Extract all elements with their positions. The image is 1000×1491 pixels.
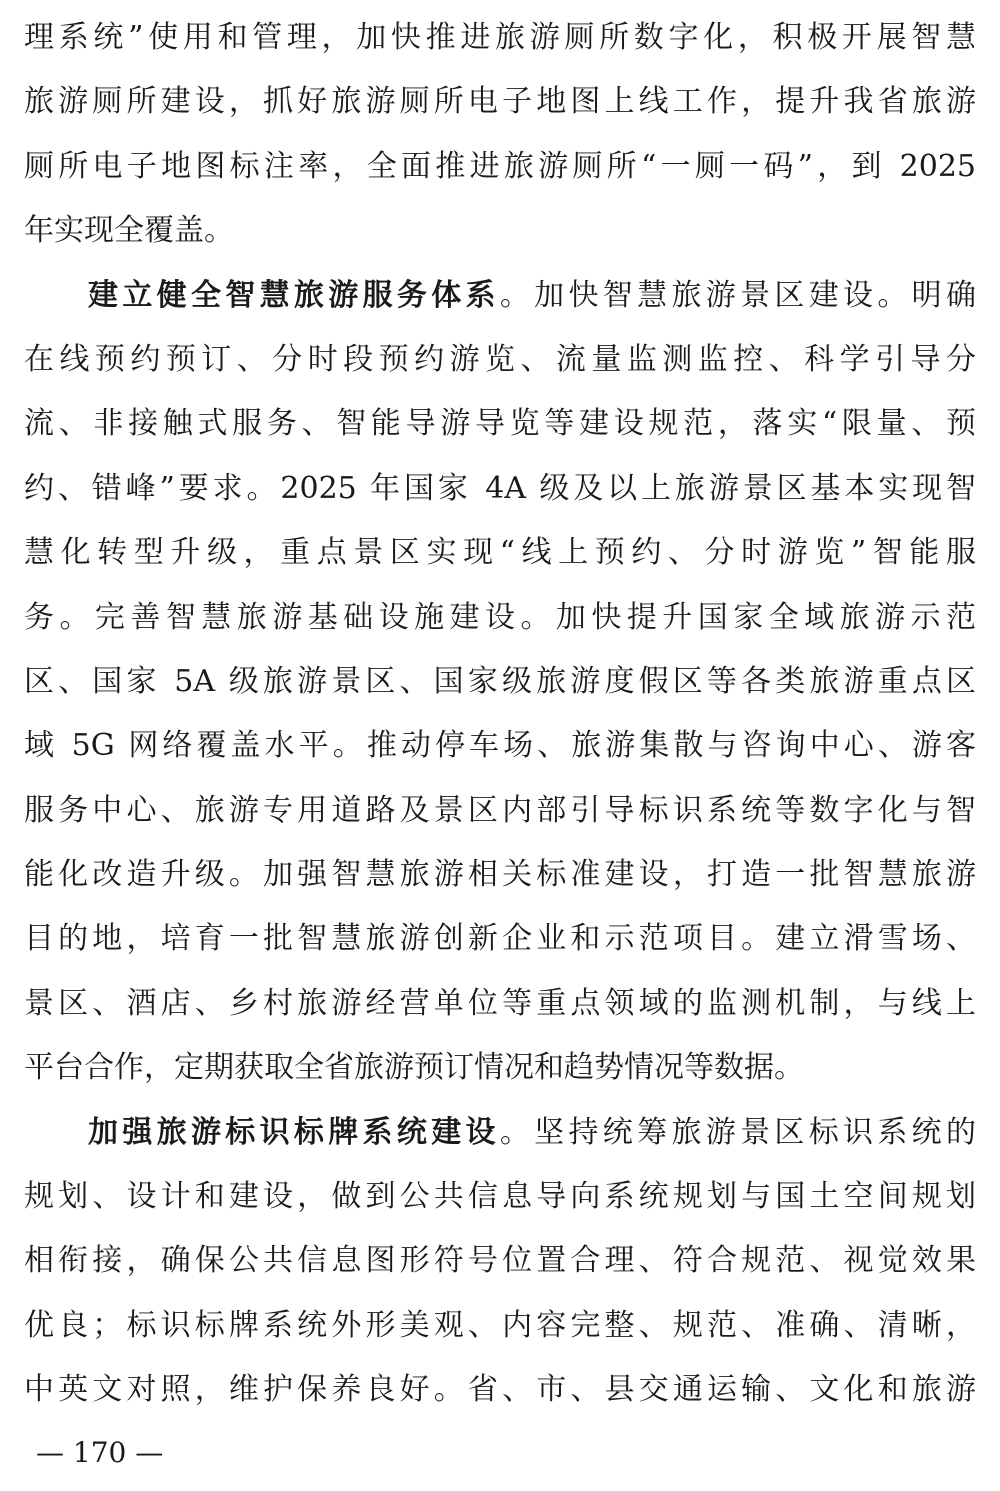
- paragraph-1: [24, 6, 976, 264]
- text-run: 。坚持统筹旅游景区标识系统的: [499, 1114, 976, 1150]
- text-line: 年实现全覆盖。: [24, 213, 234, 249]
- paragraph-first-line: [24, 264, 976, 328]
- paragraph-first-line: [24, 1101, 976, 1165]
- text-line: 旅游厕所建设，抓好旅游厕所电子地图上线工作，提升我省旅游: [24, 84, 976, 120]
- text-line: 景区、酒店、乡村旅游经营单位等重点领域的监测机制，与线上: [24, 985, 976, 1021]
- text-line: 相衔接，确保公共信息图形符号位置合理、符合规范、视觉效果: [24, 1243, 976, 1279]
- text-line: 能化改造升级。加强智慧旅游相关标准建设，打造一批智慧旅游: [24, 857, 976, 893]
- text-line: 务。完善智慧旅游基础设施建设。加快提升国家全域旅游示范: [24, 599, 976, 635]
- text-line: 理系统”使用和管理，加快推进旅游厕所数字化，积极开展智慧: [24, 20, 976, 55]
- text-line: 目的地，培育一批智慧旅游创新企业和示范项目。建立滑雪场、: [24, 921, 976, 957]
- paragraph-2: [24, 264, 976, 1101]
- text-line: 服务中心、旅游专用道路及景区内部引导标识系统等数字化与智: [24, 792, 976, 828]
- text-line: 慧化转型升级，重点景区实现“线上预约、分时游览”智能服: [24, 535, 976, 571]
- text-run: 。加快智慧旅游景区建设。明确: [499, 277, 976, 313]
- document-page: [24, 0, 976, 1423]
- text-line: 在线预约预订、分时段预约游览、流量监测监控、科学引导分: [24, 341, 976, 377]
- text-line: 约、错峰”要求。2025 年国家 4A 级及以上旅游景区基本实现智: [24, 470, 976, 506]
- text-line: 平台合作，定期获取全省旅游预订情况和趋势情况等数据。: [24, 1050, 804, 1086]
- text-line: 规划、设计和建设，做到公共信息导向系统规划与国土空间规划: [24, 1179, 976, 1215]
- paragraph-heading: 建立健全智慧旅游服务体系: [88, 277, 500, 313]
- paragraph-heading: 加强旅游标识标牌系统建设: [88, 1114, 500, 1150]
- text-line: 中英文对照，维护保养良好。省、市、县交通运输、文化和旅游: [24, 1372, 976, 1408]
- text-line: 厕所电子地图标注率，全面推进旅游厕所“一厕一码”，到 2025: [24, 148, 976, 184]
- page-number: — 170 —: [36, 1436, 164, 1469]
- text-line: 优良；标识标牌系统外形美观、内容完整、规范、准确、清晰，: [24, 1307, 976, 1343]
- text-line: 区、国家 5A 级旅游景区、国家级旅游度假区等各类旅游重点区: [24, 663, 976, 699]
- paragraph-3: [24, 1101, 976, 1423]
- text-line: 流、非接触式服务、智能导游导览等建设规范，落实“限量、预: [24, 406, 976, 442]
- text-line: 域 5G 网络覆盖水平。推动停车场、旅游集散与咨询中心、游客: [24, 728, 976, 764]
